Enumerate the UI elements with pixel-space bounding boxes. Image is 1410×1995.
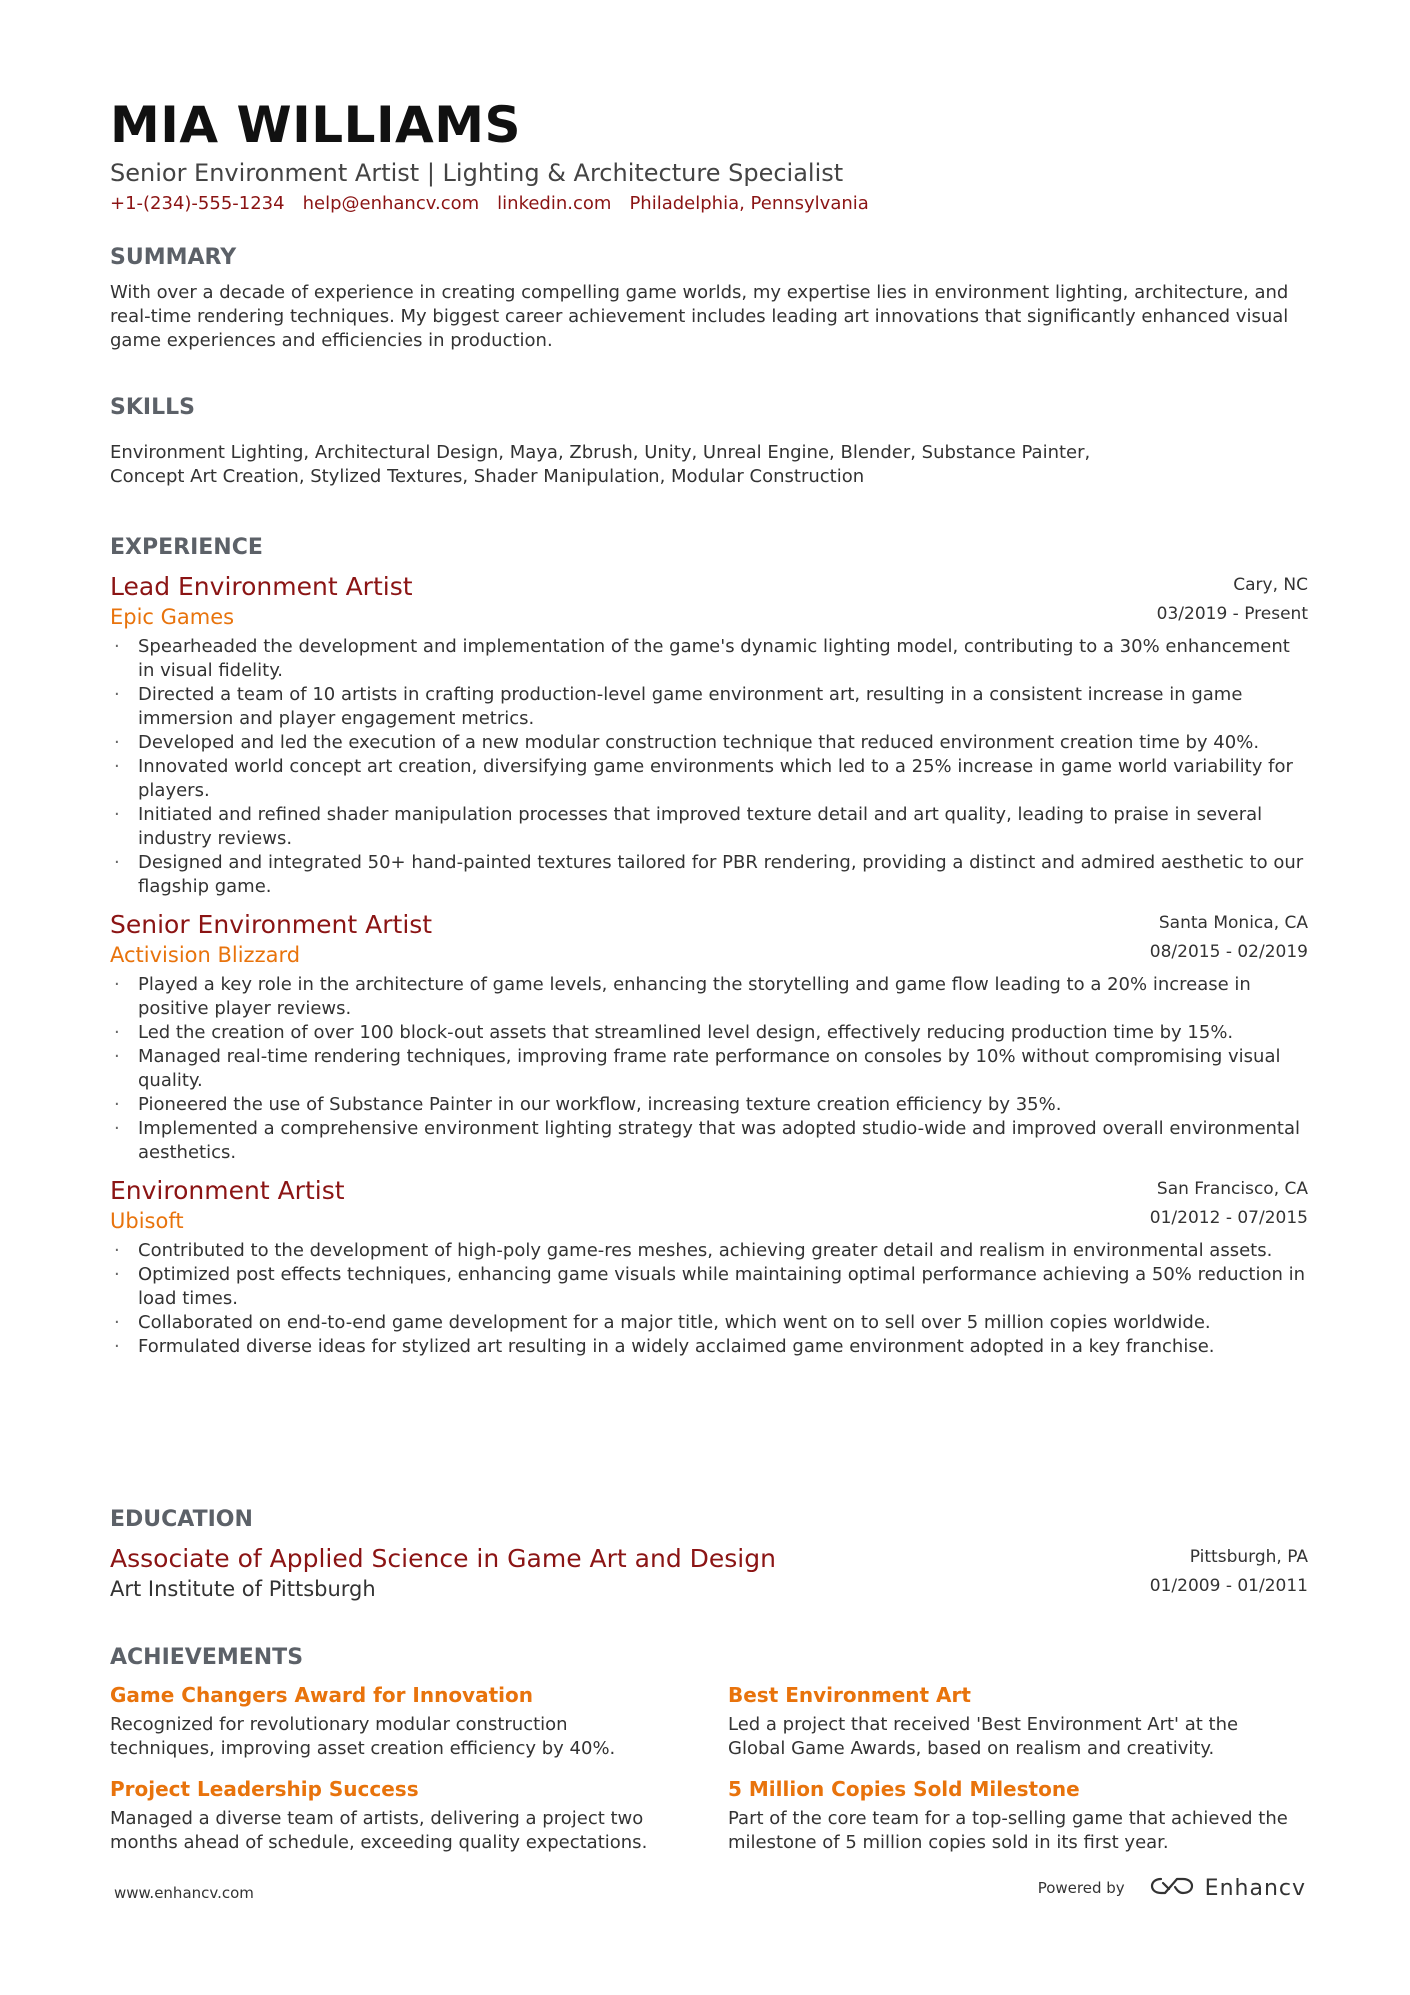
list-item: · Contributed to the development of high-poly game-res meshes, achieving greater detail and realism in environmental assets. xyxy=(110,1239,1308,1263)
list-item: · Led the creation of over 100 block-out assets that streamlined level design, effectively reducing production time by 15%. xyxy=(110,1021,1308,1045)
job-location: Santa Monica, CA xyxy=(1158,913,1308,933)
job-dates: 08/2015 - 02/2019 xyxy=(1149,942,1308,962)
job-entry xyxy=(110,571,1308,899)
job-meta xyxy=(1157,571,1308,629)
contact-line xyxy=(110,191,1308,217)
list-item: · Innovated world concept art creation, diversifying game environments which led to a 25% increase in game world variability for players. xyxy=(110,755,1308,803)
education-location: Pittsburgh, PA xyxy=(1189,1547,1308,1567)
achievement-desc: Part of the core team for a top-selling game that achieved the milestone of 5 million copies sold in its first year. xyxy=(728,1808,1288,1853)
list-item: · Developed and led the execution of a new modular construction technique that reduced environment creation time by 40%. xyxy=(110,731,1308,755)
summary-text: With over a decade of experience in creating compelling game worlds, my expertise lies in environment lighting, architecture, and real-time rendering techniques. My biggest career achievement includes leading art innovations that significantly enhanced visual game experiences and efficiencies in production. xyxy=(110,282,1289,351)
experience-section xyxy=(110,533,1308,1359)
job-title: Environment Artist xyxy=(110,1176,345,1205)
skills-text: Environment Lighting, Architectural Design, Maya, Zbrush, Unity, Unreal Engine, Blender, Substance Painter, Concept Art Creation, Stylized Textures, Shader Manipulation, Modular Construction xyxy=(110,442,1091,487)
achievement-desc: Recognized for revolutionary modular construction techniques, improving asset creation efficiency by 40%. xyxy=(110,1714,616,1759)
list-item: · Designed and integrated 50+ hand-painted textures tailored for PBR rendering, providing a distinct and admired aesthetic to our flagship game. xyxy=(110,851,1308,899)
summary-section xyxy=(110,243,1308,353)
list-item: · Optimized post effects techniques, enhancing game visuals while maintaining optimal performance achieving a 50% reduction in load times. xyxy=(110,1263,1308,1311)
achievement-desc: Managed a diverse team of artists, delivering a project two months ahead of schedule, exceeding quality expectations. xyxy=(110,1808,648,1853)
enhancv-logo-icon xyxy=(1149,1874,1195,1902)
job-company: Epic Games xyxy=(110,605,235,629)
list-item: · Played a key role in the architecture of game levels, enhancing the storytelling and game flow leading to a 20% increase in positive player reviews. xyxy=(110,973,1308,1021)
education-school: Art Institute of Pittsburgh xyxy=(110,1577,376,1601)
job-title: Lead Environment Artist xyxy=(110,572,413,601)
job-meta xyxy=(1150,1175,1308,1233)
skills-section xyxy=(110,393,1308,489)
education-meta xyxy=(1150,1543,1308,1601)
footer-website[interactable]: www.enhancv.com xyxy=(114,1884,254,1902)
section-title: SUMMARY xyxy=(110,245,237,270)
section-title: ACHIEVEMENTS xyxy=(110,1645,304,1670)
job-bullets xyxy=(110,973,1308,1165)
contact-email[interactable]: help@enhancv.com xyxy=(302,193,480,214)
achievement-item xyxy=(110,1681,728,1761)
list-item: · Formulated diverse ideas for stylized art resulting in a widely acclaimed game environment adopted in a key franchise. xyxy=(110,1335,1308,1359)
resume-page xyxy=(110,95,1308,1853)
job-bullets xyxy=(110,635,1308,899)
powered-by-label: Powered by xyxy=(1037,1879,1125,1897)
contact-phone[interactable]: +1-(234)-555-1234 xyxy=(110,193,285,214)
contact-location: Philadelphia, Pennsylvania xyxy=(629,193,869,214)
contact-linkedin[interactable]: linkedin.com xyxy=(497,193,612,214)
achievement-title: Best Environment Art xyxy=(728,1683,971,1707)
list-item: · Initiated and refined shader manipulation processes that improved texture detail and art quality, leading to praise in several industry reviews. xyxy=(110,803,1308,851)
job-company: Activision Blizzard xyxy=(110,943,301,967)
job-dates: 03/2019 - Present xyxy=(1156,604,1308,624)
job-location: San Francisco, CA xyxy=(1156,1179,1308,1199)
job-entry xyxy=(110,909,1308,1165)
enhancv-logo-text: Enhancv xyxy=(1204,1875,1306,1901)
list-item: · Spearheaded the development and implementation of the game's dynamic lighting model, contributing to a 30% enhancement in visual fidelity. xyxy=(110,635,1308,683)
achievement-title: Game Changers Award for Innovation xyxy=(110,1683,533,1707)
achievement-item xyxy=(728,1681,1308,1761)
list-item: · Directed a team of 10 artists in crafting production-level game environment art, resulting in a consistent increase in game immersion and player engagement metrics. xyxy=(110,683,1308,731)
job-meta xyxy=(1150,909,1308,967)
job-dates: 01/2012 - 07/2015 xyxy=(1149,1208,1308,1228)
education-degree: Associate of Applied Science in Game Art and Design xyxy=(110,1544,776,1573)
footer-branding xyxy=(1038,1874,1306,1902)
achievement-title: Project Leadership Success xyxy=(110,1777,419,1801)
achievements-grid xyxy=(110,1681,1308,1855)
list-item: · Pioneered the use of Substance Painter in our workflow, increasing texture creation efficiency by 35%. xyxy=(110,1093,1308,1117)
job-location: Cary, NC xyxy=(1233,575,1308,595)
section-title: EXPERIENCE xyxy=(110,535,263,560)
education-section xyxy=(110,1505,1308,1603)
achievement-desc: Led a project that received 'Best Environment Art' at the Global Game Awards, based on realism and creativity. xyxy=(728,1714,1239,1759)
list-item: · Collaborated on end-to-end game development for a major title, which went on to sell over 5 million copies worldwide. xyxy=(110,1311,1308,1335)
resume-header xyxy=(110,95,1308,217)
candidate-headline: Senior Environment Artist | Lighting & Architecture Specialist xyxy=(110,159,844,187)
achievement-title: 5 Million Copies Sold Milestone xyxy=(728,1777,1080,1801)
job-entry xyxy=(110,1175,1308,1359)
achievement-item xyxy=(110,1775,728,1855)
education-dates: 01/2009 - 01/2011 xyxy=(1149,1576,1308,1596)
job-bullets xyxy=(110,1239,1308,1359)
section-title: SKILLS xyxy=(110,395,195,420)
achievement-item xyxy=(728,1775,1308,1855)
education-entry xyxy=(110,1543,1308,1603)
achievements-section xyxy=(110,1643,1308,1855)
list-item: · Implemented a comprehensive environment lighting strategy that was adopted studio-wide and improved overall environmental aesthetics. xyxy=(110,1117,1308,1165)
job-title: Senior Environment Artist xyxy=(110,910,433,939)
section-title: EDUCATION xyxy=(110,1507,253,1532)
list-item: · Managed real-time rendering techniques, improving frame rate performance on consoles by 10% without compromising visual quality. xyxy=(110,1045,1308,1093)
job-company: Ubisoft xyxy=(110,1209,184,1233)
candidate-name: MIA WILLIAMS xyxy=(110,96,522,154)
